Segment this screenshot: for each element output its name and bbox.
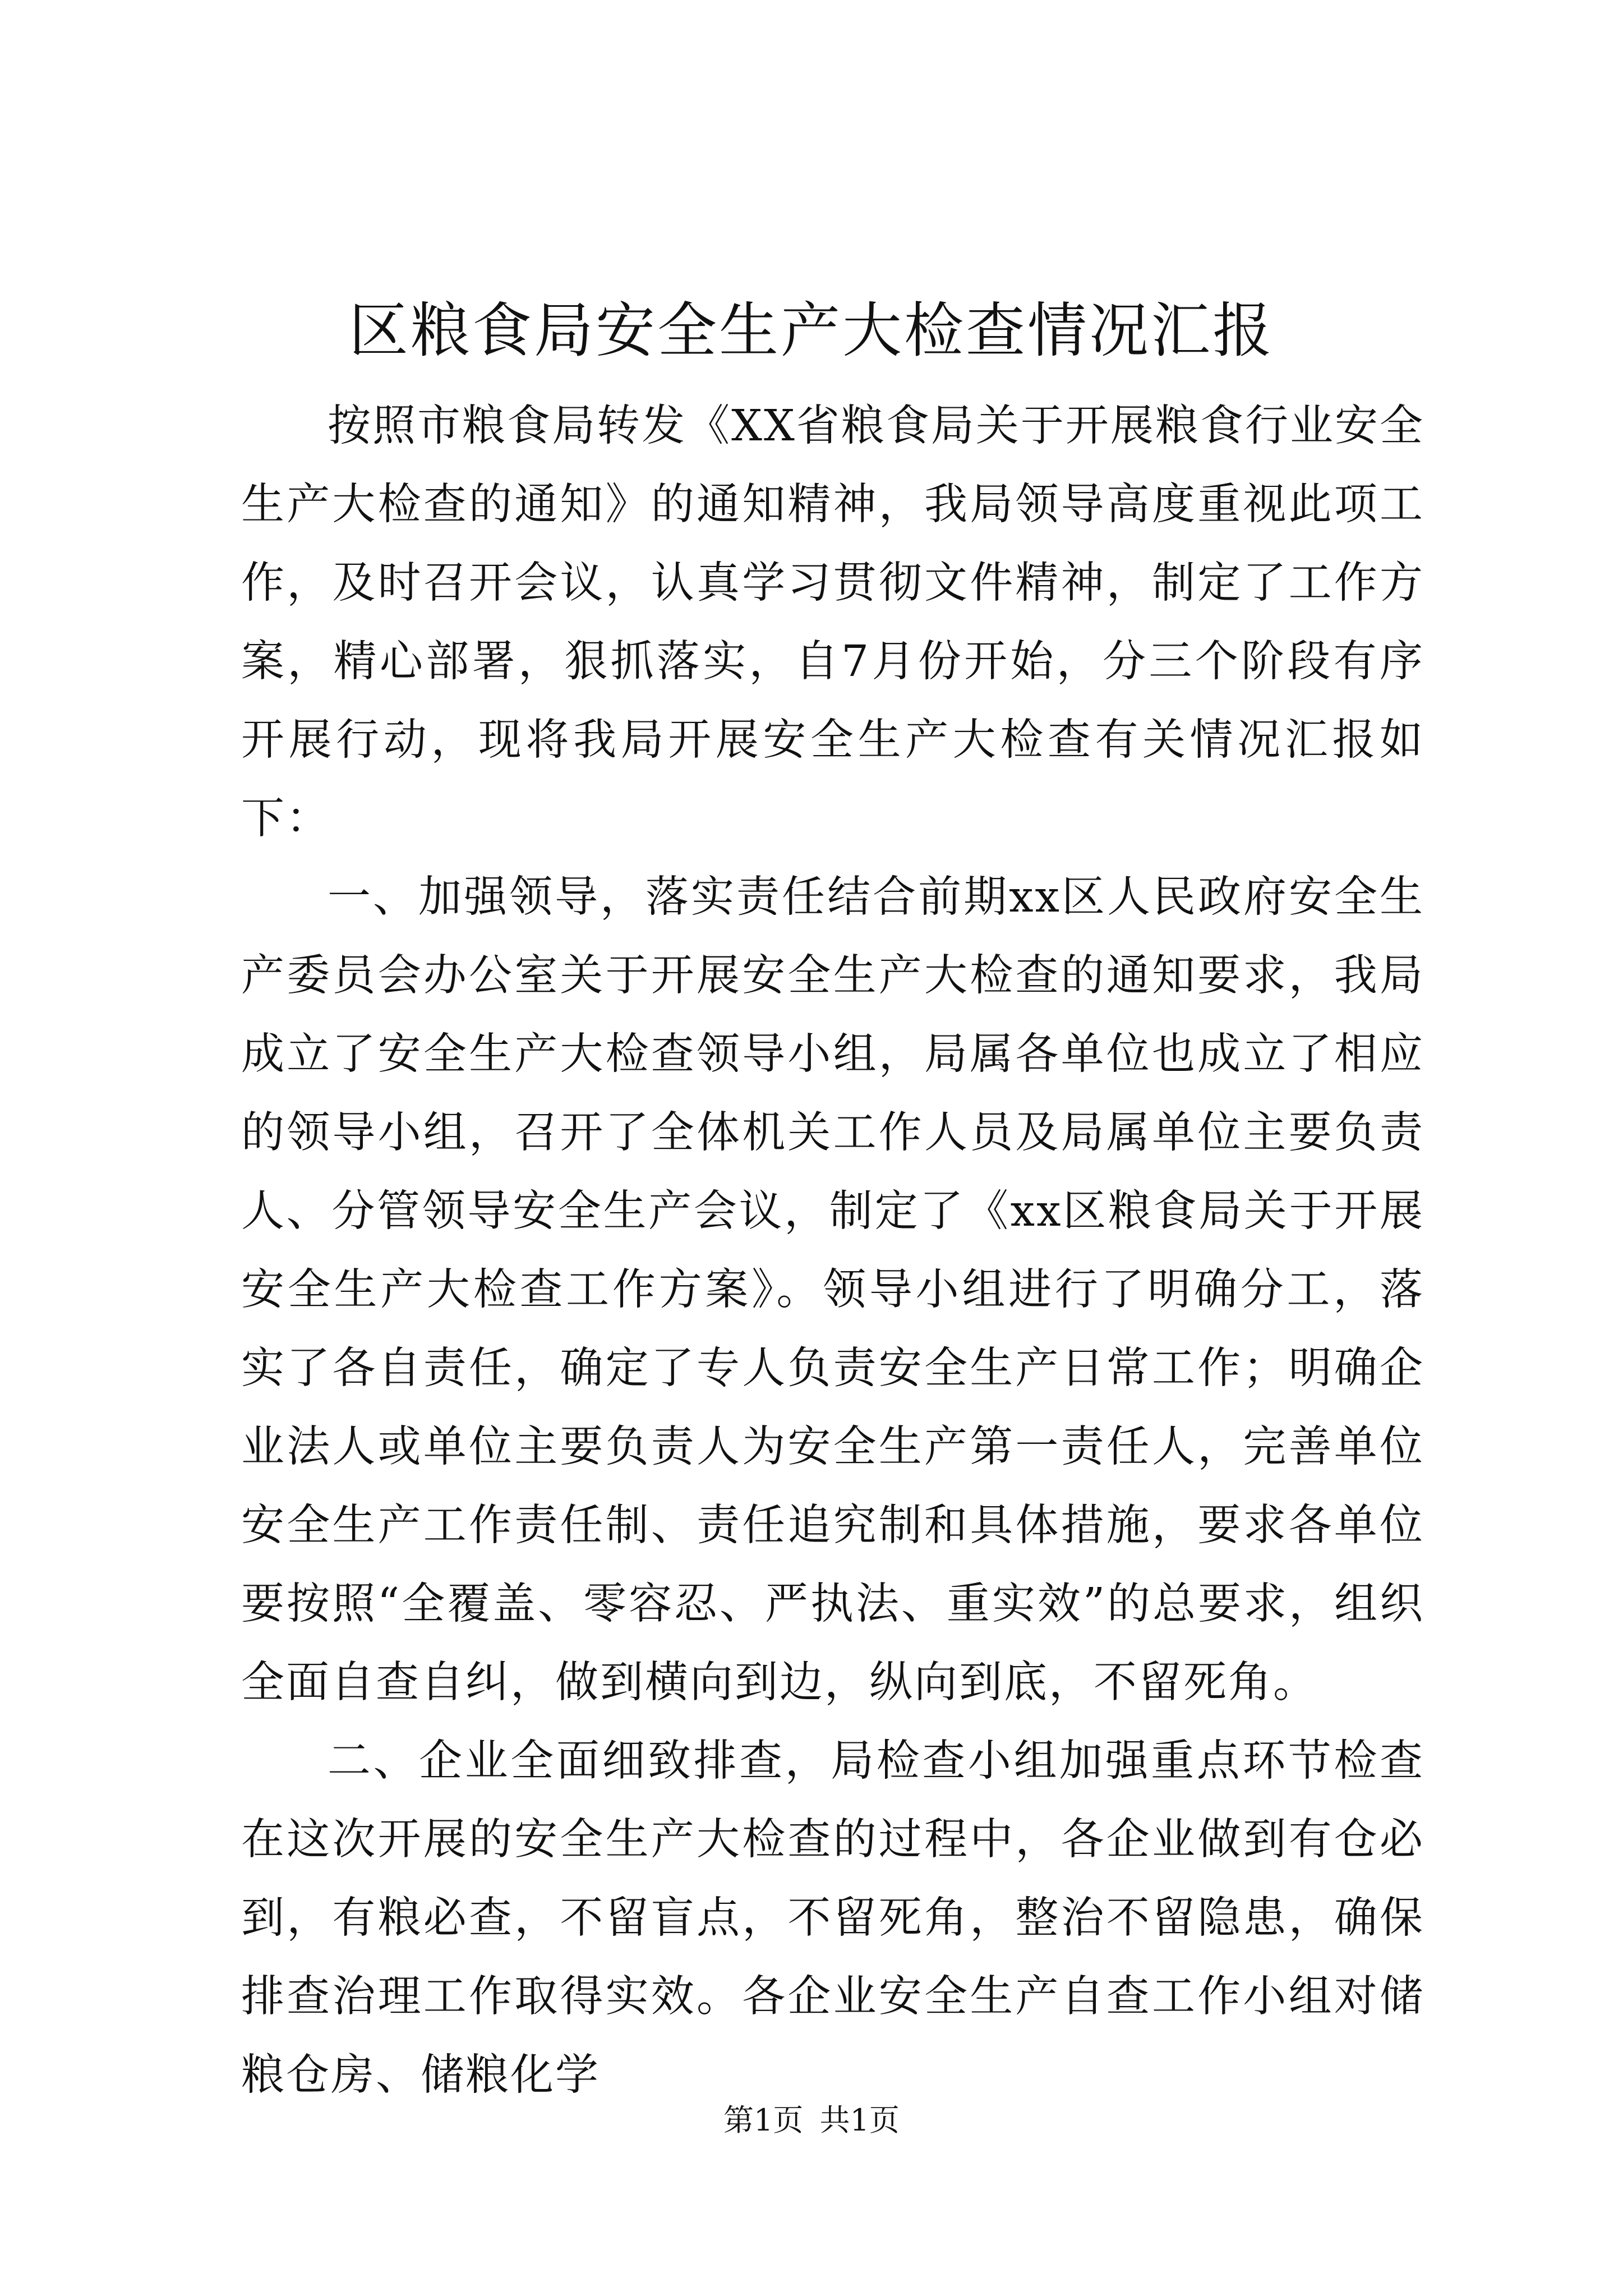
paragraph-intro: 按照市粮食局转发《XX省粮食局关于开展粮食行业安全生产大检查的通知》的通知精神，我局领导高度重视此项工作，及时召开会议，认真学习贯彻文件精神，制定了工作方案，精心部署，狠抓落实，自7月份开始，分三个阶段有序开展行动，现将我局开展安全生产大检查有关情况汇报如下： — [241, 401, 1424, 844]
page-total: 共1页 — [819, 2102, 900, 2138]
page-footer — [0, 2101, 1623, 2140]
paragraph-section-1: 一、加强领导，落实责任结合前期xx区人民政府安全生产委员会办公室关于开展安全生产大检查的通知要求，我局成立了安全生产大检查领导小组，局属各单位也成立了相应的领导小组，召开了全体机关工作人员及局属单位主要负责人、分管领导安全生产会议，制定了《xx区粮食局关于开展安全生产大检查工作方案》。领导小组进行了明确分工，落实了各自责任，确定了专人负责安全生产日常工作；明确企业法人或单位主要负责人为安全生产第一责任人，完善单位安全生产工作责任制、责任追究制和具体措施，要求各单位要按照“全覆盖、零容忍、严执法、重实效”的总要求，组织全面自查自纠，做到横向到边，纵向到底，不留死角。 — [241, 872, 1424, 1708]
page-number: 第1页 — [723, 2102, 804, 2138]
paragraph-section-2: 二、企业全面细致排查，局检查小组加强重点环节检查在这次开展的安全生产大检查的过程中，各企业做到有仓必到，有粮必查，不留盲点，不留死角，整治不留隐患，确保排查治理工作取得实效。各企业安全生产自查工作小组对储粮仓房、储粮化学 — [241, 1736, 1424, 2100]
document-body — [241, 387, 1424, 2115]
document-title: 区粮食局安全生产大检查情况汇报 — [349, 296, 1274, 365]
